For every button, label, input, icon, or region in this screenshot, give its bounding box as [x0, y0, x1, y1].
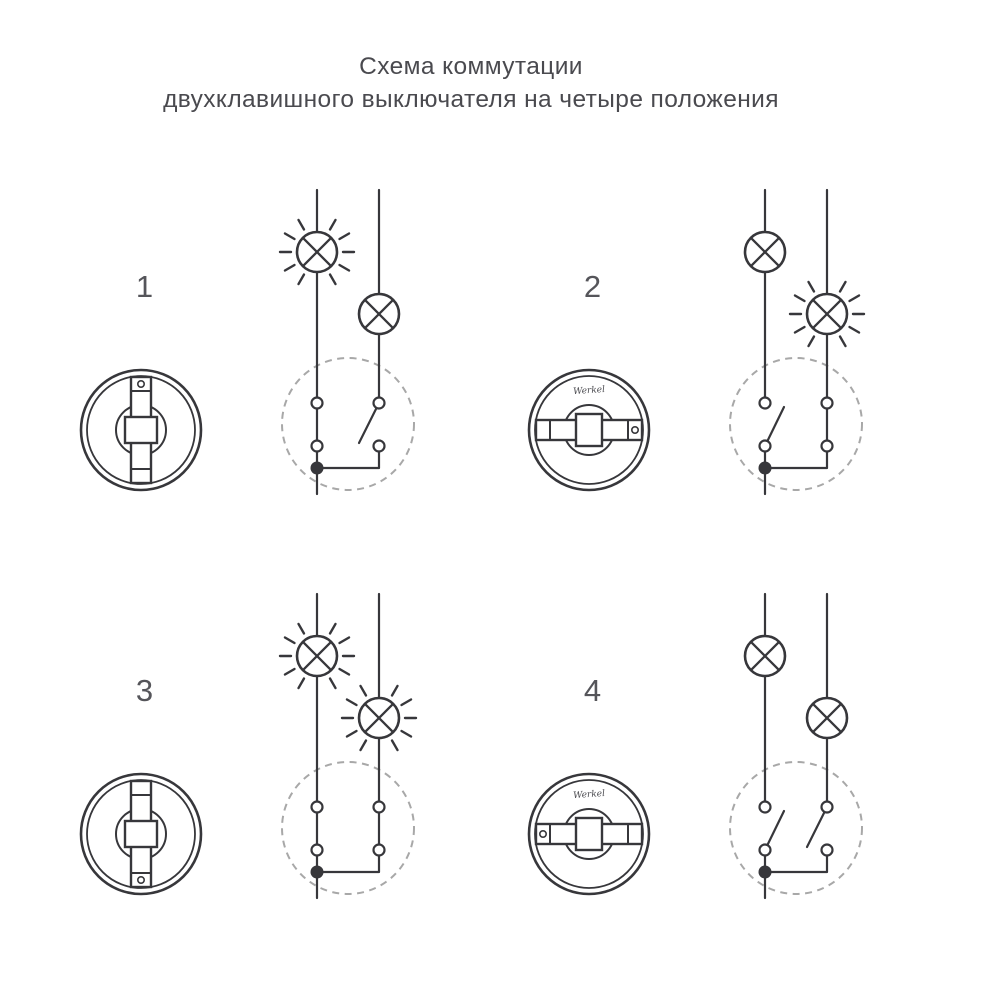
lamp-left-off	[745, 232, 785, 272]
contact-terminal	[822, 398, 833, 409]
lamp-ray	[330, 275, 336, 285]
lamp-ray	[340, 234, 350, 240]
lamp-ray	[840, 282, 846, 292]
lamp-ray	[347, 731, 357, 737]
dashed-switch-boundary	[730, 762, 862, 894]
switch-face	[529, 774, 649, 894]
lamp-ray	[340, 265, 350, 271]
lamp-ray	[285, 234, 295, 240]
contact-terminal	[312, 845, 323, 856]
contact-terminal	[822, 845, 833, 856]
lamp-ray	[299, 275, 305, 285]
lamp-ray	[299, 220, 305, 230]
contact-terminal	[312, 398, 323, 409]
lamp-ray	[285, 669, 295, 675]
lamp-ray	[361, 686, 367, 696]
lamp-ray	[850, 327, 860, 333]
position-group-3	[81, 594, 416, 898]
junction-dot	[311, 866, 324, 879]
contact-terminal	[312, 802, 323, 813]
lamp-ray	[795, 296, 805, 302]
circuit-diagram	[730, 594, 862, 898]
position-label-3: 3	[135, 673, 155, 708]
position-label-2: 2	[583, 269, 603, 304]
brand-logo: Werkel	[572, 788, 606, 802]
screw-dot-icon	[540, 831, 546, 837]
screw-dot-icon	[138, 877, 144, 883]
lamp-ray	[340, 638, 350, 644]
dashed-switch-boundary	[282, 762, 414, 894]
wire-common	[317, 850, 379, 872]
lamp-ray	[392, 686, 398, 696]
rocker-knob	[125, 821, 157, 847]
screw-dot-icon	[138, 381, 144, 387]
wire-common	[317, 446, 379, 468]
title-line-2: двухклавишного выключателя на четыре положения	[163, 86, 779, 113]
lamp-left-off	[745, 636, 785, 676]
lamp-ray	[361, 741, 367, 751]
brand-logo: Werkel	[572, 384, 606, 398]
position-group-4	[529, 594, 862, 898]
contact-terminal	[374, 845, 385, 856]
switch-face	[81, 370, 201, 490]
contact-terminal	[374, 802, 385, 813]
switch-face	[529, 370, 649, 490]
lamp-ray	[340, 669, 350, 675]
junction-dot	[759, 866, 772, 879]
lamp-ray	[285, 638, 295, 644]
position-group-2	[529, 190, 864, 494]
junction-dot	[311, 462, 324, 475]
wire-common	[765, 850, 827, 872]
lamp-ray	[402, 700, 412, 706]
lamp-ray	[330, 679, 336, 689]
rocker-knob	[125, 417, 157, 443]
contact-terminal	[760, 398, 771, 409]
contact-terminal	[822, 441, 833, 452]
lamp-ray	[795, 327, 805, 333]
contact-terminal	[374, 398, 385, 409]
wire-common	[765, 446, 827, 468]
contact-terminal	[822, 802, 833, 813]
rocker-knob	[576, 818, 602, 850]
lamp-ray	[299, 679, 305, 689]
lamp-ray	[809, 337, 815, 347]
title-line-1: Схема коммутации	[359, 53, 583, 80]
contact-terminal	[760, 845, 771, 856]
lamp-ray	[330, 220, 336, 230]
position-group-1	[81, 190, 414, 494]
lamp-ray	[840, 337, 846, 347]
contact-terminal	[374, 441, 385, 452]
lamp-right-off	[359, 294, 399, 334]
dashed-switch-boundary	[730, 358, 862, 490]
lamp-ray	[402, 731, 412, 737]
lamp-ray	[850, 296, 860, 302]
dashed-switch-boundary	[282, 358, 414, 490]
position-label-4: 4	[583, 673, 603, 708]
contact-terminal	[760, 802, 771, 813]
lamp-ray	[809, 282, 815, 292]
position-label-1: 1	[135, 269, 155, 304]
lamp-ray	[285, 265, 295, 271]
circuit-diagram	[730, 190, 864, 494]
lamp-ray	[392, 741, 398, 751]
circuit-diagram	[280, 594, 416, 898]
blade-right-open	[807, 807, 827, 847]
circuit-diagram	[280, 190, 414, 494]
lamp-right-off	[807, 698, 847, 738]
junction-dot	[759, 462, 772, 475]
rocker-knob	[576, 414, 602, 446]
lamp-ray	[299, 624, 305, 634]
lamp-ray	[347, 700, 357, 706]
contact-terminal	[312, 441, 323, 452]
screw-dot-icon	[632, 427, 638, 433]
blade-right-open	[359, 403, 379, 443]
lamp-ray	[330, 624, 336, 634]
contact-terminal	[760, 441, 771, 452]
switch-face	[81, 774, 201, 894]
